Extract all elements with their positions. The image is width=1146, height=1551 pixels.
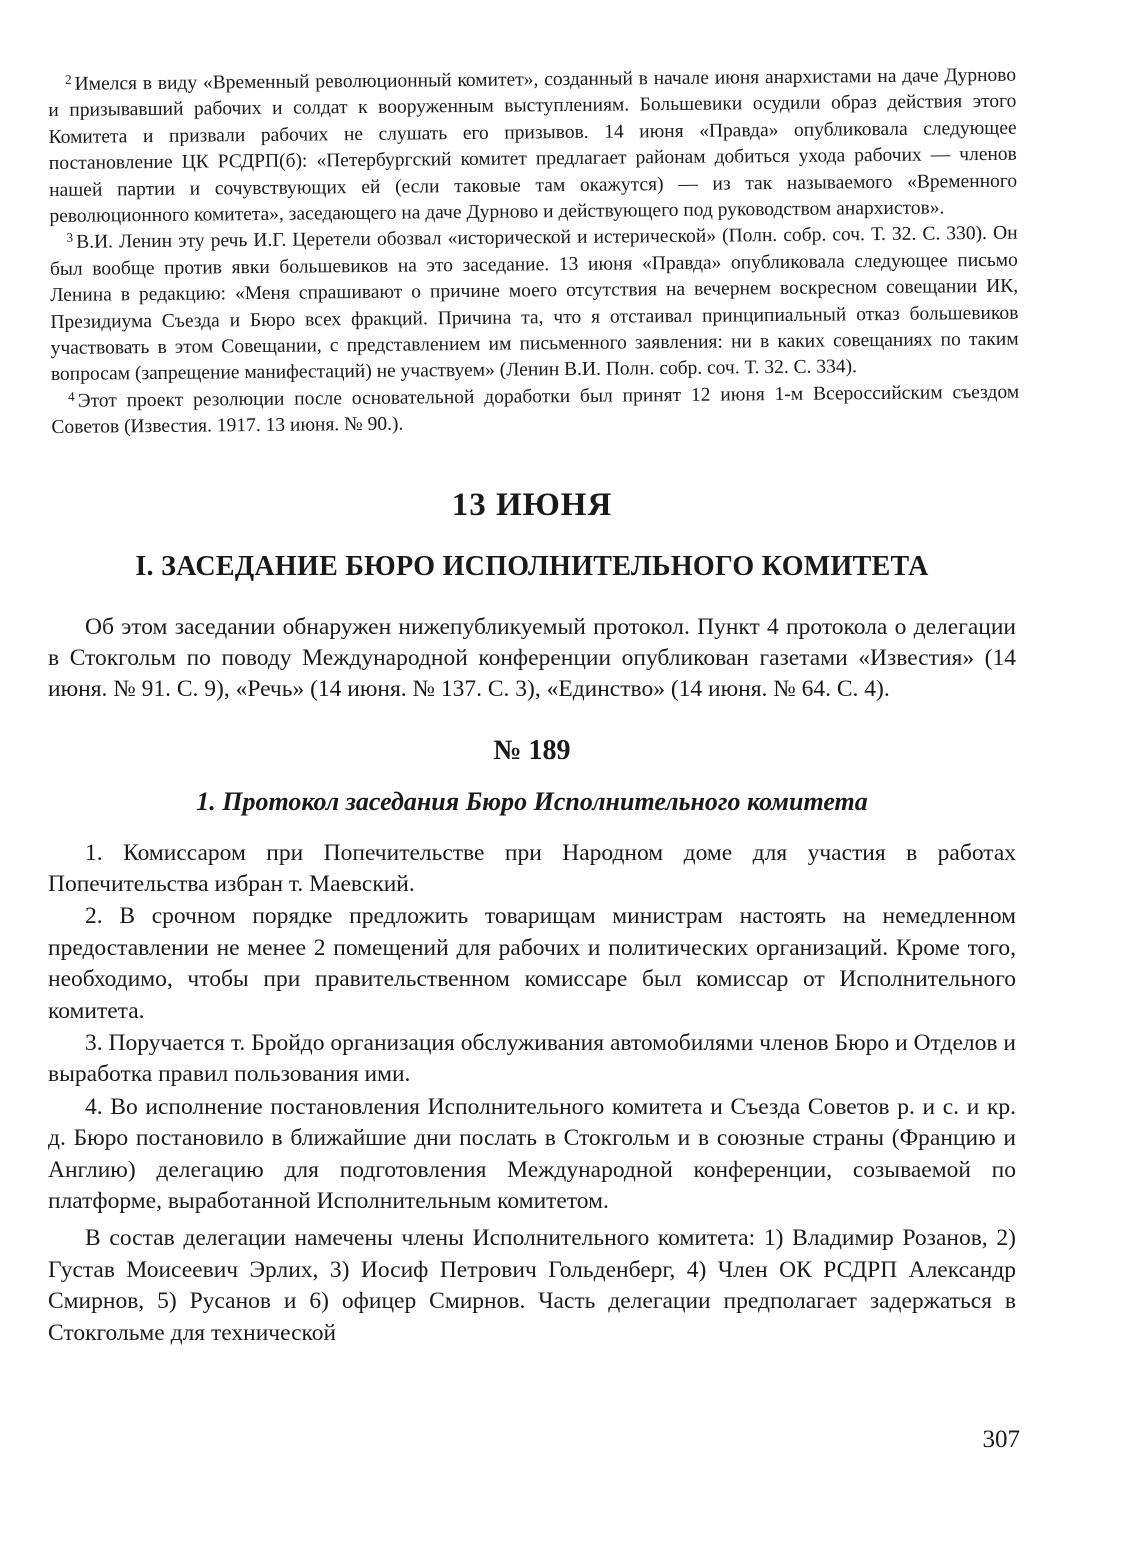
footnote [51,380,1019,442]
protocol-item: 1. Комиссаром при Попечительстве при Народном доме для участия в работах Попечительства избран т. Маевский. [48,839,1016,897]
protocol-item: 2. В срочном порядке предложить товарищам министрам настоять на немедленном предоставлении не менее 2 помещений для рабочих и политических организаций. Кроме того, необходимо, чтобы при правительственном комиссаре был комиссар от Исполнительного комитета. [48,903,1016,1024]
footnote-marker: 4 [68,388,75,404]
document-page [48,64,1020,1349]
footnote-text: Этот проект резолюции после основательной доработки был принят 12 июня 1-м Всероссийским съездом Советов (Известия. 1917. 13 июня. № 90.). [51,381,1020,439]
protocol-body [48,838,1016,1350]
footnote-text: Имелся в виду «Временный революционный комитет», созданный в начале июня анархистами на даче Дурново и призывавший рабочих и солдат к вооруженным выступлениям. Большевики осудили образ действия этого Комитета и призвали рабочих не слушать его призывов. 14 июня «Правда» опубликовала следующее постановление ЦК РСДРП(б): «Петербургский комитет предлагает районам добиться ухода рабочих — членов нашей партии и сочувствующих ей (если таковые там окажутся) — из так называемого «Временного революционного комитета», заседающего на даче Дурново и действующего под руководством анархистов». [48,64,1018,228]
date-heading: 13 ИЮНЯ [451,486,613,523]
footnote [48,63,1017,231]
page-number: 307 [982,1426,1020,1453]
footnote-marker: 3 [66,230,74,246]
protocol-item: 4. Во исполнение постановления Исполнительного комитета и Съезда Советов р. и с. и кр. д. Бюро постановило в ближайшие дни послать в Стокгольм и в союзные страны (Францию и Англию) делегацию для подготовления Международной конференции, созываемой по платформе, выработанной Исполнительным комитетом. [48,1093,1016,1215]
document-number: № 189 [493,734,571,766]
footnote [50,221,1019,389]
document-title: 1. Протокол заседания Бюро Исполнительного комитета [196,786,868,816]
footnotes [48,63,1020,442]
footnote-text: В.И. Ленин эту речь И.Г. Церетели обозвал «исторической и истерической» (Полн. собр. соч. Т. 32. С. 330). Он был вообще против явки большевиков на это заседание. 13 июня «Правда» опубликовала следующее письмо Ленина в редакцию: «Меня спрашивают о причине моего отсутствия на вечернем воскресном совещании ИК, Президиума Съезда и Бюро всех фракций. Причина та, что я отстаивал принципиальный отказ большевиков участвовать в этом Совещании, с представлением им письменного заявления: ни в каких совещаниях по таким вопросам (запрещение манифестаций) не участвуем» (Ленин В.И. Полн. собр. соч. Т. 32. С. 334). [49,223,1019,386]
section-heading: I. ЗАСЕДАНИЕ БЮРО ИСПОЛНИТЕЛЬНОГО КОМИТЕТА [135,550,929,582]
footnote-marker: 2 [64,71,72,87]
intro-paragraph: Об этом заседании обнаружен нижепубликуемый протокол. Пункт 4 протокола о делегации в Стокгольм по поводу Международной конференции опубликован газетами «Известия» (14 июня. № 91. С. 9), «Речь» (14 июня. № 137. С. 3), «Единство» (14 июня. № 64. С. 4). [48,613,1016,703]
protocol-item: В состав делегации намечены члены Исполнительного комитета: 1) Владимир Розанов, 2) Густав Моисеевич Эрлих, 3) Иосиф Петрович Гольденберг, 4) Член ОК РСДРП Александр Смирнов, 5) Русанов и 6) офицер Смирнов. Часть делегации предполагает задержаться в Стокгольме для технической [48,1225,1016,1346]
protocol-item: 3. Поручается т. Бройдо организация обслуживания автомобилями членов Бюро и Отделов и выработка правил пользования ими. [48,1030,1016,1088]
